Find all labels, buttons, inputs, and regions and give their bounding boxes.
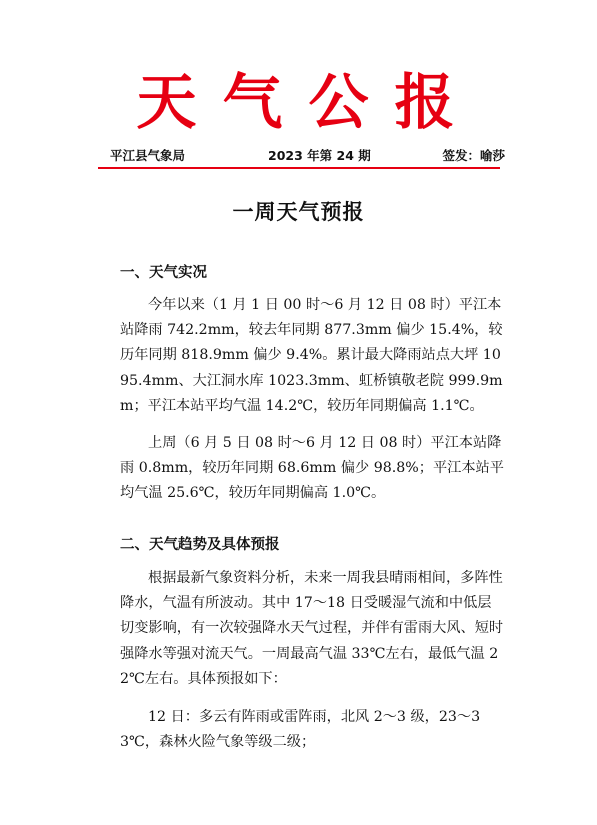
paragraph-observations-2: [120, 431, 504, 507]
paragraph-text: 今年以来（1 月 1 日 00 时～6 月 12 日 08 时）平江本站降雨 742.2mm，较去年同期 877.3mm 偏少 15.4%，较历年同期 818.9mm 偏少 9.4%。累计最大降雨站点大坪 1095.4mm、大江洞水库 1023.3mm、虹桥镇敬老院 999.9mm；平江本站平均气温 14.2℃，较历年同期偏高 1.1℃。: [120, 297, 503, 414]
red-divider: [98, 167, 500, 169]
issuer-label: 平江县气象局: [110, 148, 186, 163]
paragraph-forecast-1: [120, 566, 504, 692]
paragraph-text: 12 日：多云有阵雨或雷阵雨，北风 2～3 级，23～33℃，森林火险气象等级二级；: [120, 709, 481, 751]
paragraph-text: 上周（6 月 5 日 08 时～6 月 12 日 08 时）平江本站降雨 0.8mm，较历年同期 68.6mm 偏少 98.8%；平江本站平均气温 25.6℃，较历年同期偏高 1.0℃。: [120, 435, 504, 502]
paragraph-text: 根据最新气象资料分析，未来一周我县晴雨相间，多阵性降水，气温有所波动。其中 17～18 日受暖湿气流和中低层切变影响，有一次较强降水天气过程，并伴有雷雨大风、短时强降水等强对流天气。一周最高气温 33℃左右，最低气温 22℃左右。具体预报如下：: [120, 570, 504, 687]
section-heading-forecast: 二、天气趋势及具体预报: [120, 537, 280, 553]
masthead-title: 天气公报: [136, 68, 481, 138]
signoff-label: 签发：喻莎: [442, 148, 505, 163]
document-title: 一周天气预报: [232, 200, 365, 224]
paragraph-forecast-2: [120, 705, 504, 755]
paragraph-observations-1: [120, 293, 504, 419]
meta-row: [110, 146, 505, 166]
issue-number: 2023 年第 24 期: [268, 148, 371, 163]
section-heading-observations: 一、天气实况: [120, 265, 207, 281]
